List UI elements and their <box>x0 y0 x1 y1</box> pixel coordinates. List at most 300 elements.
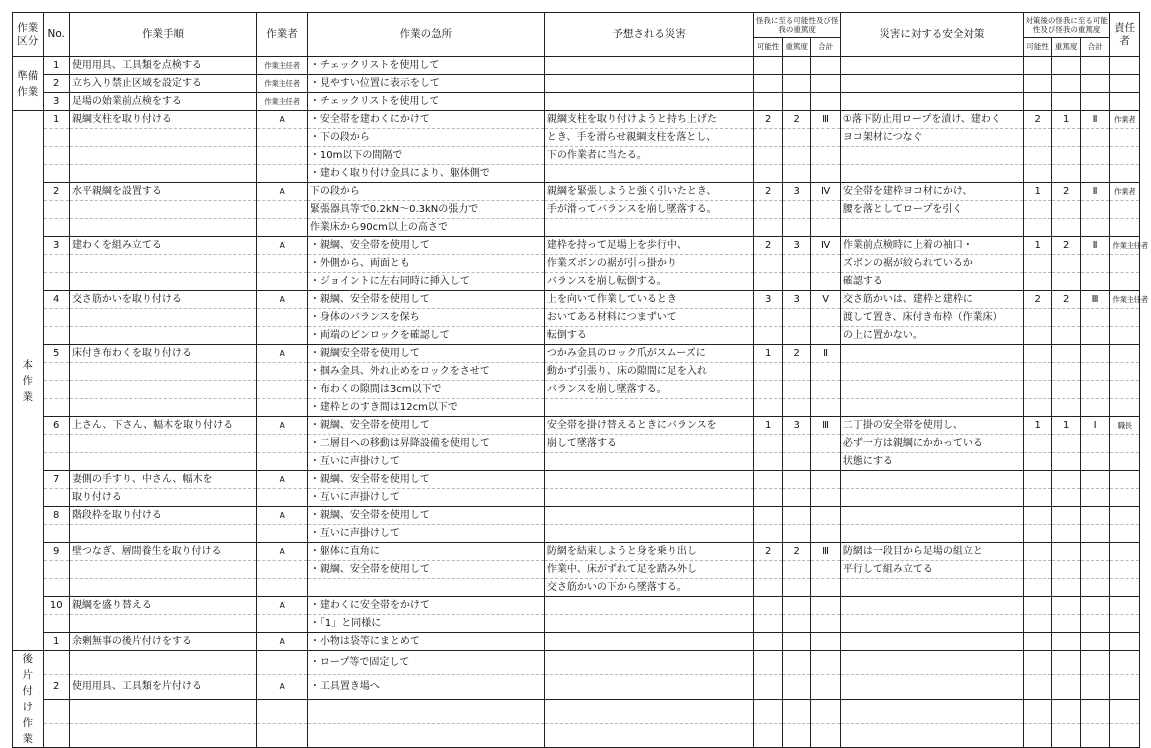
procedure-cell <box>69 561 256 579</box>
worker-cell <box>257 489 308 507</box>
possibility-after-cell <box>1023 345 1051 363</box>
key-point-cell: 緊張器具等で0.2kN～0.3kNの張力で <box>307 201 544 219</box>
key-point-cell: 作業床から90cm以上の高さで <box>307 219 544 237</box>
table-row <box>13 201 1140 219</box>
procedure-cell <box>69 381 256 399</box>
possibility-before-cell <box>754 129 782 147</box>
total-before-cell <box>811 525 840 543</box>
possibility-before-cell: 2 <box>754 183 782 201</box>
step-number-cell <box>43 579 69 597</box>
key-point-cell: ・小物は袋等にまとめて <box>307 633 544 651</box>
table-row <box>13 255 1140 273</box>
total-before-cell: Ⅱ <box>811 345 840 363</box>
possibility-after-cell <box>1023 201 1051 219</box>
hazard-cell <box>544 615 754 633</box>
procedure-cell <box>69 273 256 291</box>
measure-cell: の上に置かない。 <box>840 327 1023 345</box>
responsible-cell <box>1110 579 1140 597</box>
hazard-cell: 建枠を持って足場上を歩行中、 <box>544 237 754 255</box>
key-point-cell: ・「1」と同様に <box>307 615 544 633</box>
severity-after-cell <box>1052 165 1080 183</box>
responsible-cell <box>1110 723 1140 747</box>
key-point-cell: ・親綱、安全帯を使用して <box>307 471 544 489</box>
table-row <box>13 651 1140 675</box>
table-row <box>13 381 1140 399</box>
total-after-cell: Ⅰ <box>1080 417 1109 435</box>
possibility-after-cell <box>1023 651 1051 675</box>
total-after-cell <box>1080 435 1109 453</box>
header-severity-after: 重篤度 <box>1052 38 1080 57</box>
severity-before-cell <box>782 579 810 597</box>
severity-before-cell <box>782 75 810 93</box>
total-before-cell <box>811 453 840 471</box>
severity-after-cell: 2 <box>1052 183 1080 201</box>
measure-cell: 交さ筋かいは、建枠と建枠に <box>840 291 1023 309</box>
hazard-cell <box>544 471 754 489</box>
total-after-cell <box>1080 471 1109 489</box>
hazard-cell <box>544 57 754 75</box>
total-after-cell <box>1080 201 1109 219</box>
measure-cell: 必ず一方は親綱にかかっている <box>840 435 1023 453</box>
header-possibility-after: 可能性 <box>1023 38 1051 57</box>
possibility-before-cell <box>754 615 782 633</box>
procedure-cell: 上さん、下さん、幅木を取り付ける <box>69 417 256 435</box>
key-point-cell: ・チェックリストを使用して <box>307 93 544 111</box>
severity-before-cell <box>782 633 810 651</box>
total-after-cell <box>1080 543 1109 561</box>
possibility-after-cell <box>1023 489 1051 507</box>
total-before-cell <box>811 597 840 615</box>
possibility-before-cell <box>754 219 782 237</box>
possibility-before-cell <box>754 453 782 471</box>
key-point-cell: ・互いに声掛けして <box>307 489 544 507</box>
table-row <box>13 345 1140 363</box>
procedure-cell: 親綱を盛り替える <box>69 597 256 615</box>
possibility-after-cell <box>1023 57 1051 75</box>
severity-before-cell <box>782 381 810 399</box>
key-point-cell: ・親綱、安全帯を使用して <box>307 507 544 525</box>
step-number-cell <box>43 699 69 723</box>
responsible-cell <box>1110 615 1140 633</box>
total-after-cell <box>1080 699 1109 723</box>
worker-cell <box>257 147 308 165</box>
responsible-cell <box>1110 471 1140 489</box>
procedure-cell: 使用用具、工具類を点検する <box>69 57 256 75</box>
severity-after-cell <box>1052 363 1080 381</box>
total-before-cell <box>811 165 840 183</box>
step-number-cell <box>43 219 69 237</box>
severity-after-cell <box>1052 381 1080 399</box>
header-total-after: 合計 <box>1080 38 1109 57</box>
possibility-before-cell <box>754 309 782 327</box>
worker-cell: A <box>257 291 308 309</box>
total-after-cell <box>1080 633 1109 651</box>
table-row <box>13 147 1140 165</box>
responsible-cell <box>1110 75 1140 93</box>
total-before-cell <box>811 699 840 723</box>
possibility-before-cell <box>754 363 782 381</box>
measure-cell: 腰を落としてロープを引く <box>840 201 1023 219</box>
step-number-cell: 2 <box>43 183 69 201</box>
procedure-cell <box>69 363 256 381</box>
key-point-cell: ・建わくに安全帯をかけて <box>307 597 544 615</box>
severity-before-cell <box>782 327 810 345</box>
worker-cell <box>257 561 308 579</box>
responsible-cell: 職長 <box>1110 417 1140 435</box>
severity-after-cell: 1 <box>1052 417 1080 435</box>
responsible-cell <box>1110 129 1140 147</box>
total-after-cell: Ⅱ <box>1080 237 1109 255</box>
total-after-cell: Ⅲ <box>1080 291 1109 309</box>
step-number-cell <box>43 165 69 183</box>
responsible-cell <box>1110 147 1140 165</box>
severity-after-cell <box>1052 525 1080 543</box>
total-after-cell <box>1080 561 1109 579</box>
total-before-cell <box>811 651 840 675</box>
hazard-cell: 防網を結束しようと身を乗り出し <box>544 543 754 561</box>
total-after-cell <box>1080 165 1109 183</box>
step-number-cell: 2 <box>43 75 69 93</box>
possibility-before-cell <box>754 561 782 579</box>
table-row <box>13 675 1140 699</box>
total-before-cell <box>811 507 840 525</box>
total-before-cell: Ⅲ <box>811 543 840 561</box>
step-number-cell <box>43 561 69 579</box>
total-before-cell <box>811 489 840 507</box>
severity-before-cell <box>782 651 810 675</box>
possibility-before-cell <box>754 57 782 75</box>
total-before-cell: Ⅳ <box>811 237 840 255</box>
hazard-cell <box>544 489 754 507</box>
possibility-after-cell <box>1023 615 1051 633</box>
possibility-after-cell <box>1023 561 1051 579</box>
severity-after-cell <box>1052 597 1080 615</box>
procedure-cell: 床付き布わくを取り付ける <box>69 345 256 363</box>
step-number-cell <box>43 309 69 327</box>
procedure-cell <box>69 723 256 747</box>
procedure-cell <box>69 699 256 723</box>
key-point-cell: ・両端のピンロックを確認して <box>307 327 544 345</box>
measure-cell <box>840 633 1023 651</box>
possibility-before-cell <box>754 471 782 489</box>
responsible-cell <box>1110 201 1140 219</box>
responsible-cell <box>1110 633 1140 651</box>
severity-before-cell <box>782 453 810 471</box>
total-before-cell <box>811 471 840 489</box>
key-point-cell: ・ロープ等で固定して <box>307 651 544 675</box>
key-point-cell <box>307 699 544 723</box>
table-row <box>13 363 1140 381</box>
worker-cell <box>257 453 308 471</box>
possibility-after-cell: 1 <box>1023 183 1051 201</box>
table-row <box>13 129 1140 147</box>
total-after-cell <box>1080 489 1109 507</box>
severity-before-cell <box>782 471 810 489</box>
measure-cell: 渡して置き、床付き布枠（作業床） <box>840 309 1023 327</box>
responsible-cell: 作業者 <box>1110 183 1140 201</box>
severity-before-cell: 2 <box>782 543 810 561</box>
hazard-cell <box>544 597 754 615</box>
measure-cell: 状態にする <box>840 453 1023 471</box>
header-hazard: 予想される災害 <box>544 13 754 57</box>
table-row <box>13 471 1140 489</box>
hazard-cell: バランスを崩し墜落する。 <box>544 381 754 399</box>
possibility-after-cell <box>1023 543 1051 561</box>
severity-after-cell <box>1052 399 1080 417</box>
table-header <box>13 13 1140 57</box>
possibility-after-cell: 1 <box>1023 417 1051 435</box>
severity-after-cell <box>1052 57 1080 75</box>
table-row <box>13 525 1140 543</box>
total-before-cell: Ⅲ <box>811 111 840 129</box>
possibility-before-cell <box>754 435 782 453</box>
hazard-cell <box>544 633 754 651</box>
total-after-cell <box>1080 579 1109 597</box>
total-after-cell <box>1080 363 1109 381</box>
hazard-cell <box>544 651 754 675</box>
severity-after-cell <box>1052 651 1080 675</box>
key-point-cell: ・布わくの隙間は3cm以下で <box>307 381 544 399</box>
possibility-before-cell: 2 <box>754 111 782 129</box>
table-row <box>13 219 1140 237</box>
total-before-cell <box>811 723 840 747</box>
procedure-cell <box>69 615 256 633</box>
procedure-cell <box>69 525 256 543</box>
possibility-after-cell <box>1023 93 1051 111</box>
severity-after-cell <box>1052 489 1080 507</box>
responsible-cell <box>1110 561 1140 579</box>
possibility-after-cell <box>1023 633 1051 651</box>
total-before-cell <box>811 219 840 237</box>
header-possibility-before: 可能性 <box>754 38 782 57</box>
responsible-cell <box>1110 489 1140 507</box>
step-number-cell: 7 <box>43 471 69 489</box>
severity-after-cell <box>1052 579 1080 597</box>
measure-cell <box>840 615 1023 633</box>
possibility-after-cell <box>1023 381 1051 399</box>
measure-cell: 防網は一段目から足場の組立と <box>840 543 1023 561</box>
severity-before-cell <box>782 435 810 453</box>
responsible-cell <box>1110 651 1140 675</box>
worker-cell <box>257 327 308 345</box>
worker-cell: A <box>257 183 308 201</box>
procedure-cell <box>69 255 256 273</box>
possibility-after-cell <box>1023 273 1051 291</box>
step-number-cell <box>43 435 69 453</box>
step-number-cell: 1 <box>43 633 69 651</box>
worker-cell: A <box>257 111 308 129</box>
hazard-cell: 上を向いて作業しているとき <box>544 291 754 309</box>
step-number-cell: 3 <box>43 93 69 111</box>
procedure-cell: 足場の始業前点検をする <box>69 93 256 111</box>
measure-cell: 確認する <box>840 273 1023 291</box>
total-before-cell <box>811 327 840 345</box>
procedure-cell: 妻側の手すり、中さん、幅木を <box>69 471 256 489</box>
total-after-cell <box>1080 453 1109 471</box>
procedure-cell <box>69 399 256 417</box>
total-before-cell <box>811 399 840 417</box>
category-char: 片 <box>22 669 33 681</box>
responsible-cell <box>1110 57 1140 75</box>
total-after-cell <box>1080 93 1109 111</box>
possibility-before-cell: 2 <box>754 543 782 561</box>
table-row <box>13 723 1140 747</box>
key-point-cell: ・チェックリストを使用して <box>307 57 544 75</box>
severity-before-cell: 2 <box>782 111 810 129</box>
severity-before-cell: 3 <box>782 291 810 309</box>
possibility-after-cell <box>1023 525 1051 543</box>
worker-cell <box>257 255 308 273</box>
table-row <box>13 435 1140 453</box>
key-point-cell: ・身体のバランスを保ち <box>307 309 544 327</box>
header-key-points: 作業の急所 <box>307 13 544 57</box>
responsible-cell: 作業主任者 <box>1110 291 1140 309</box>
worker-cell: A <box>257 417 308 435</box>
procedure-cell: 水平親綱を設置する <box>69 183 256 201</box>
worker-cell: 作業主任者 <box>257 57 308 75</box>
measure-cell: ズボンの裾が絞られているか <box>840 255 1023 273</box>
table-row <box>13 309 1140 327</box>
hazard-cell <box>544 699 754 723</box>
measure-cell: ①落下防止用ロープを漬け、建わく <box>840 111 1023 129</box>
possibility-after-cell <box>1023 399 1051 417</box>
possibility-before-cell: 1 <box>754 417 782 435</box>
measure-cell: 作業前点検時に上着の袖口・ <box>840 237 1023 255</box>
possibility-after-cell <box>1023 255 1051 273</box>
hazard-cell: おいてある材料につまずいて <box>544 309 754 327</box>
header-severity-before: 重篤度 <box>782 38 810 57</box>
severity-after-cell <box>1052 507 1080 525</box>
key-point-cell: ・外側から、両面とも <box>307 255 544 273</box>
header-risk-after: 対策後の怪我に至る可能性及び怪我の重篤度 <box>1023 13 1109 38</box>
total-before-cell <box>811 675 840 699</box>
key-point-cell: ・親綱、安全帯を使用して <box>307 417 544 435</box>
total-after-cell <box>1080 525 1109 543</box>
category-char: 付 <box>22 685 33 697</box>
key-point-cell: ・互いに声掛けして <box>307 453 544 471</box>
possibility-after-cell <box>1023 597 1051 615</box>
worker-cell <box>257 525 308 543</box>
possibility-after-cell <box>1023 435 1051 453</box>
measure-cell <box>840 147 1023 165</box>
measure-cell: 二丁掛の安全帯を使用し、 <box>840 417 1023 435</box>
responsible-cell <box>1110 453 1140 471</box>
key-point-cell <box>307 579 544 597</box>
header-no: No. <box>43 13 69 57</box>
responsible-cell <box>1110 345 1140 363</box>
severity-after-cell <box>1052 615 1080 633</box>
responsible-cell <box>1110 675 1140 699</box>
procedure-cell <box>69 129 256 147</box>
possibility-after-cell <box>1023 699 1051 723</box>
step-number-cell: 10 <box>43 597 69 615</box>
worker-cell: A <box>257 507 308 525</box>
key-point-cell: ・見やすい位置に表示をして <box>307 75 544 93</box>
possibility-before-cell: 1 <box>754 345 782 363</box>
severity-before-cell <box>782 273 810 291</box>
severity-before-cell <box>782 255 810 273</box>
severity-before-cell: 3 <box>782 417 810 435</box>
worker-cell <box>257 579 308 597</box>
hazard-cell <box>544 75 754 93</box>
hazard-cell: 交さ筋かいの下から墜落する。 <box>544 579 754 597</box>
step-number-cell <box>43 651 69 675</box>
procedure-cell <box>69 435 256 453</box>
total-after-cell <box>1080 57 1109 75</box>
severity-before-cell <box>782 309 810 327</box>
worker-cell: A <box>257 675 308 699</box>
table-row <box>13 597 1140 615</box>
procedure-cell <box>69 165 256 183</box>
severity-after-cell <box>1052 435 1080 453</box>
possibility-before-cell <box>754 327 782 345</box>
severity-before-cell <box>782 489 810 507</box>
key-point-cell: 下の段から <box>307 183 544 201</box>
severity-after-cell <box>1052 219 1080 237</box>
possibility-before-cell <box>754 147 782 165</box>
severity-after-cell <box>1052 471 1080 489</box>
procedure-cell: 壁つなぎ、層間養生を取り付ける <box>69 543 256 561</box>
risk-assessment-table <box>12 12 1148 748</box>
step-number-cell: 1 <box>43 57 69 75</box>
total-after-cell <box>1080 255 1109 273</box>
key-point-cell: ・工具置き場へ <box>307 675 544 699</box>
possibility-after-cell <box>1023 675 1051 699</box>
possibility-after-cell: 2 <box>1023 291 1051 309</box>
procedure-cell: 交さ筋かいを取り付ける <box>69 291 256 309</box>
table-row <box>13 327 1140 345</box>
measure-cell <box>840 675 1023 699</box>
category-char: 準備 <box>17 69 39 82</box>
measure-cell: 平行して組み立てる <box>840 561 1023 579</box>
severity-after-cell <box>1052 453 1080 471</box>
possibility-after-cell <box>1023 471 1051 489</box>
responsible-cell <box>1110 309 1140 327</box>
step-number-cell <box>43 453 69 471</box>
total-before-cell <box>811 381 840 399</box>
worker-cell <box>257 219 308 237</box>
category-char: け <box>22 701 33 713</box>
total-before-cell <box>811 615 840 633</box>
total-before-cell <box>811 57 840 75</box>
severity-after-cell <box>1052 561 1080 579</box>
severity-after-cell <box>1052 675 1080 699</box>
table-row <box>13 183 1140 201</box>
responsible-cell <box>1110 543 1140 561</box>
table-row <box>13 273 1140 291</box>
measure-cell <box>840 363 1023 381</box>
possibility-after-cell <box>1023 579 1051 597</box>
procedure-cell <box>69 327 256 345</box>
measure-cell <box>840 525 1023 543</box>
category-char: 作 <box>22 374 33 387</box>
severity-before-cell <box>782 147 810 165</box>
possibility-before-cell <box>754 699 782 723</box>
worker-cell: A <box>257 237 308 255</box>
worker-cell <box>257 201 308 219</box>
procedure-cell: 使用用具、工具類を片付ける <box>69 675 256 699</box>
severity-before-cell <box>782 399 810 417</box>
possibility-before-cell <box>754 201 782 219</box>
key-point-cell: ・二層目への移動は昇降設備を使用して <box>307 435 544 453</box>
measure-cell <box>840 597 1023 615</box>
worker-cell <box>257 399 308 417</box>
hazard-cell: 転倒する <box>544 327 754 345</box>
total-after-cell <box>1080 399 1109 417</box>
procedure-cell: 取り付ける <box>69 489 256 507</box>
category-cleanup <box>13 651 44 748</box>
possibility-before-cell <box>754 381 782 399</box>
